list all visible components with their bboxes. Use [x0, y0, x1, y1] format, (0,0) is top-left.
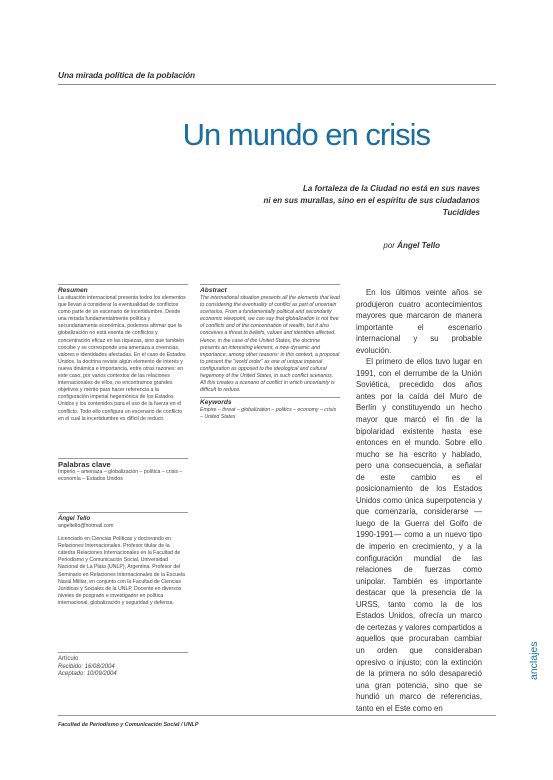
keywords-es-text: Imperio – amenaza – globalización – política – crisis – economía – Estados Unidos: [58, 469, 183, 483]
section-label: Una mirada política de la población: [58, 70, 196, 80]
author-rule: [58, 512, 188, 513]
body-paragraph: El primero de ellos tuvo lugar en 1991, con el derrumbe de la Unión Soviética, precedido dos años antes por la caída del Muro de Berlín y constituyendo un hecho mayor que marcó el fin de la bipolaridad existente hasta ese entonces en el mundo. Sobre ello mucho se ha escrito y hablado, pero una consecuencia, a señalar de este cambio es el posicionamiento de los Estados Unidos como única superpotencia y que comenzaría, considerarse —luego de la Guerra del Golfo de 1990-1991— como a un nuevo tipo de imperio en crecimiento, y a la configuración mundial de las relaciones de fuerzas como unipolar. También es importante destacar que la presencia de la URSS, tanto como la de los Estados Unidos, ofrecía un marco de certezas y valores compartidos a aquellos que procuraban cambiar un orden que consideraban opresivo o injusto; con la extinción de la primera no sólo desapareció una gran potencia, sino que se hundió un marco de referencias, tanto en el Este como en: [356, 357, 482, 713]
keywords-es-rule: [58, 458, 188, 459]
resumen-block: [58, 287, 188, 423]
body-column: [356, 287, 482, 714]
archive-received: Recibido: 16/08/2004: [58, 663, 115, 670]
keywords-en-text: Empire – threat – globalization – politics – economy – crisis – United States: [200, 407, 337, 421]
archive-accepted: Aceptado: 10/09/2004: [58, 671, 117, 677]
abstract-block: [200, 287, 340, 394]
abstract-text: The international situation presents all the elements that lead to considering the eventuality of conflict as part of uncertain scenarios. From a fundamentally political and secondarily economic viewpoint, we can say that globalization is not free of conflicts and of the concentration of wealth, but it also conceives a threat to beliefs, values and identities affected. Hence, in the case of the United States, the doctrine presents an interesting element, a new dynamic and importance, among other reasons: in this context, a proposal to present the "world order" as one of unique imperial configuration as opposed to the ideological and cultural hegemony of the United States, in such conflict scenarios. All this creates a scenario of conflict in which uncertainty is difficult to reduce.: [200, 295, 340, 394]
footer-rule: [58, 715, 496, 716]
keywords-es-heading: Palabras clave: [58, 460, 111, 469]
byline-author: Ángel Tello: [397, 241, 440, 250]
body-paragraph: En los últimos veinte años se produjeron cuatro acontecimientos mayores que marcaron de manera importante el escenario internacional y su probable evolución.: [356, 288, 482, 355]
archive-label: Artículo: [58, 656, 79, 662]
keywords-en-rule: [200, 397, 340, 398]
byline: [300, 241, 440, 250]
resumen-heading: Resumen: [58, 287, 88, 294]
keywords-en-heading: Keywords: [200, 399, 232, 406]
epigraph-attribution: Tucídides: [442, 208, 480, 217]
abstract-rule: [200, 284, 340, 285]
byline-prefix: por: [383, 241, 395, 250]
top-rule: [58, 84, 496, 85]
author-email: angeltello@hotmail.com: [58, 523, 114, 529]
epigraph-line: ni en sus murallas, sino en el espíritu de sus ciudadanos: [263, 196, 480, 205]
archive-block: [58, 656, 188, 679]
epigraph: [180, 183, 480, 219]
footer: Facultad de Periodismo y Comunicación Social / UNLP: [58, 722, 199, 728]
author-bio: Licenciado en Ciencias Políticas y doctorando en Relaciones Internacionales. Profesor titular de la cátedra Relaciones Internacionales en la Facultad de Periodismo y Comunicación Social, Universidad Nacional de La Plata (UNLP), Argentina. Profesor del Seminario en Relaciones Internacionales de la Escuela Naval Militar, en conjunto con la Facultad de Ciencias Jurídicas y Sociales de la UNLP. Docente en diversos niveles de posgrado e investigador en política internacional, globalización y seguridad y defensa.: [58, 536, 185, 606]
article-title: Un mundo en crisis: [182, 117, 430, 152]
keywords-en-block: [200, 399, 340, 421]
side-tab-label: anclajes: [528, 641, 540, 680]
side-tab: [528, 630, 542, 680]
epigraph-line: La fortaleza de la Ciudad no está en sus naves: [303, 184, 480, 193]
abstract-heading: Abstract: [200, 287, 227, 294]
resumen-text: La situación internacional presenta todos los elementos que llevan a considerar la eventualidad de conflictos como parte de un escenario de incertidumbre. Desde una mirada fundamentalmente política y secundariamente económica, podemos afirmar que la globalización no está exenta de conflictos y concentración eficaz en las riquezas, sino que también concibe y se corresponde una amenaza a creencias, valores e identidades afectadas. En el caso de Estados Unidos, la doctrina reviste algún elemento de interés y nueva dinámica e importancia, entre otras razones: en este caso, por varios contextos de las relaciones internacionales de ellos, no encontramos grandes objetivos y mérito para hacer referencia a la configuración imperial hegemónica de los Estados Unidos y los contenidos para el uso de la fuerza en el conflicto. Todo ello configura un escenario de conflicto en el cual la incertidumbre es difícil de reducir.: [58, 295, 186, 422]
author-name: Ángel Tello: [58, 516, 91, 522]
archive-rule: [58, 652, 188, 653]
keywords-es-block: [58, 460, 188, 483]
author-block: [58, 515, 188, 607]
resumen-rule: [58, 284, 188, 285]
